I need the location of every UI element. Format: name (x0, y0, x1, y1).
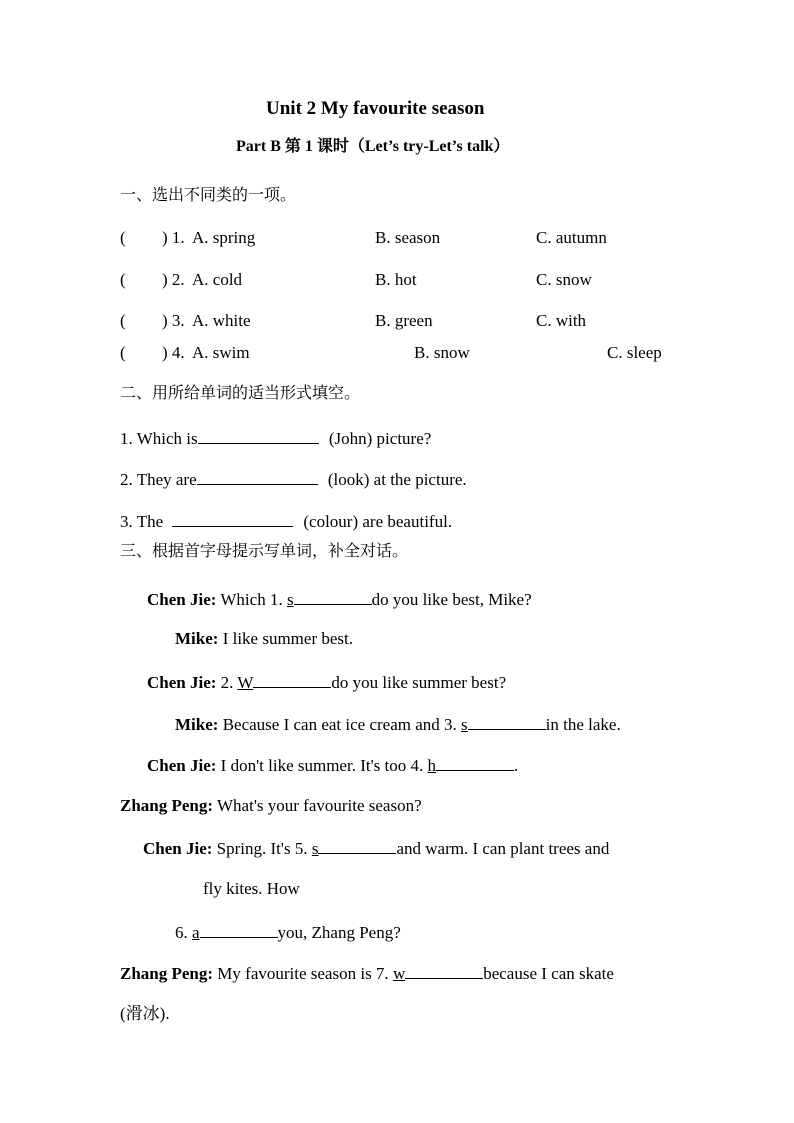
dialogue-text: fly kites. How (203, 879, 300, 898)
hint-letter: W (237, 673, 254, 692)
dialogue-text: (滑冰). (120, 1004, 170, 1023)
fill-item (120, 428, 431, 447)
speaker-name: Mike: (175, 629, 219, 648)
dialogue-text: . (513, 756, 519, 775)
dialogue-text: Because I can eat ice cream and 3. (222, 715, 462, 734)
fill-item-prefix: 1. Which is (120, 429, 198, 448)
answer-paren-open: ( (120, 270, 126, 289)
answer-blank[interactable] (294, 589, 372, 605)
option-a: A. spring (192, 228, 256, 247)
dialogue-text: because I can skate (483, 964, 614, 983)
dialogue-line (120, 1005, 170, 1022)
dialogue-text: 6. (175, 923, 192, 942)
answer-paren-open: ( (120, 228, 126, 247)
dialogue-text: Which 1. (220, 590, 287, 609)
dialogue-line (203, 880, 300, 897)
answer-paren-open: ( (120, 311, 126, 330)
option-c: C. autumn (536, 228, 607, 247)
answer-paren-open: ( (120, 343, 126, 362)
section1-heading: 一、选出不同类的一项。 (120, 185, 297, 204)
dialogue-text: and warm. I can plant trees and (396, 839, 610, 858)
dialogue-line (147, 672, 506, 691)
answer-blank[interactable] (197, 469, 318, 485)
speaker-name: Zhang Peng: (120, 796, 214, 815)
answer-blank[interactable] (468, 714, 546, 730)
option-a: A. white (192, 311, 251, 330)
answer-blank[interactable] (318, 838, 396, 854)
dialogue-line (175, 630, 353, 647)
hint-letter: s (461, 715, 468, 734)
dialogue-text: you, Zhang Peng? (277, 923, 401, 942)
dialogue-text: I like summer best. (222, 629, 353, 648)
hint-letter: a (192, 923, 200, 942)
question-number: ) 1. (162, 228, 185, 247)
speaker-name: Chen Jie: (147, 590, 217, 609)
answer-blank[interactable] (198, 428, 319, 444)
dialogue-line (120, 963, 614, 982)
fill-item (120, 511, 452, 530)
fill-item-hint: (look) at the picture. (327, 470, 467, 489)
option-b: B. green (375, 311, 433, 330)
section2-heading: 二、用所给单词的适当形式填空。 (120, 383, 361, 402)
option-c: C. snow (536, 270, 592, 289)
dialogue-text: What's your favourite season? (217, 796, 422, 815)
speaker-name: Chen Jie: (147, 673, 217, 692)
question-number: ) 4. (162, 343, 185, 362)
speaker-name: Mike: (175, 715, 219, 734)
speaker-name: Zhang Peng: (120, 964, 214, 983)
dialogue-text: in the lake. (545, 715, 621, 734)
dialogue-line (147, 589, 532, 608)
fill-item-hint: (John) picture? (328, 429, 432, 448)
option-a: A. cold (192, 270, 243, 289)
option-b: B. hot (375, 270, 417, 289)
option-b: B. season (375, 228, 441, 247)
dialogue-text: My favourite season is 7. (217, 964, 393, 983)
hint-letter: s (311, 839, 319, 858)
dialogue-text: do you like best, Mike? (371, 590, 532, 609)
dialogue-line (143, 838, 609, 857)
option-c: C. sleep (607, 343, 662, 362)
fill-item (120, 469, 467, 488)
dialogue-line (120, 797, 422, 814)
hint-letter: h (427, 756, 436, 775)
hint-letter: s (286, 590, 294, 609)
dialogue-line (175, 922, 401, 941)
answer-blank[interactable] (436, 755, 514, 771)
answer-blank[interactable] (172, 511, 293, 527)
section3-heading: 三、根据首字母提示写单词，补全对话。 (120, 541, 409, 560)
dialogue-text: Spring. It's 5. (216, 839, 312, 858)
page-subtitle: Part B 第 1 课时（Let’s try-Let’s talk） (236, 138, 510, 155)
page-title: Unit 2 My favourite season (266, 98, 485, 119)
dialogue-text: do you like summer best? (331, 673, 507, 692)
question-number: ) 2. (162, 270, 185, 289)
fill-item-prefix: 3. The (120, 512, 164, 531)
dialogue-text: I don't like summer. It's too 4. (220, 756, 428, 775)
option-c: C. with (536, 311, 587, 330)
answer-blank[interactable] (200, 922, 278, 938)
fill-item-hint: (colour) are beautiful. (303, 512, 453, 531)
option-a: A. swim (192, 343, 250, 362)
dialogue-text: 2. (220, 673, 238, 692)
speaker-name: Chen Jie: (147, 756, 217, 775)
option-b: B. snow (414, 343, 470, 362)
answer-blank[interactable] (405, 963, 483, 979)
answer-blank[interactable] (253, 672, 331, 688)
dialogue-line (175, 714, 621, 733)
fill-item-prefix: 2. They are (120, 470, 197, 489)
question-number: ) 3. (162, 311, 185, 330)
hint-letter: w (392, 964, 406, 983)
dialogue-line (147, 755, 518, 774)
speaker-name: Chen Jie: (143, 839, 213, 858)
